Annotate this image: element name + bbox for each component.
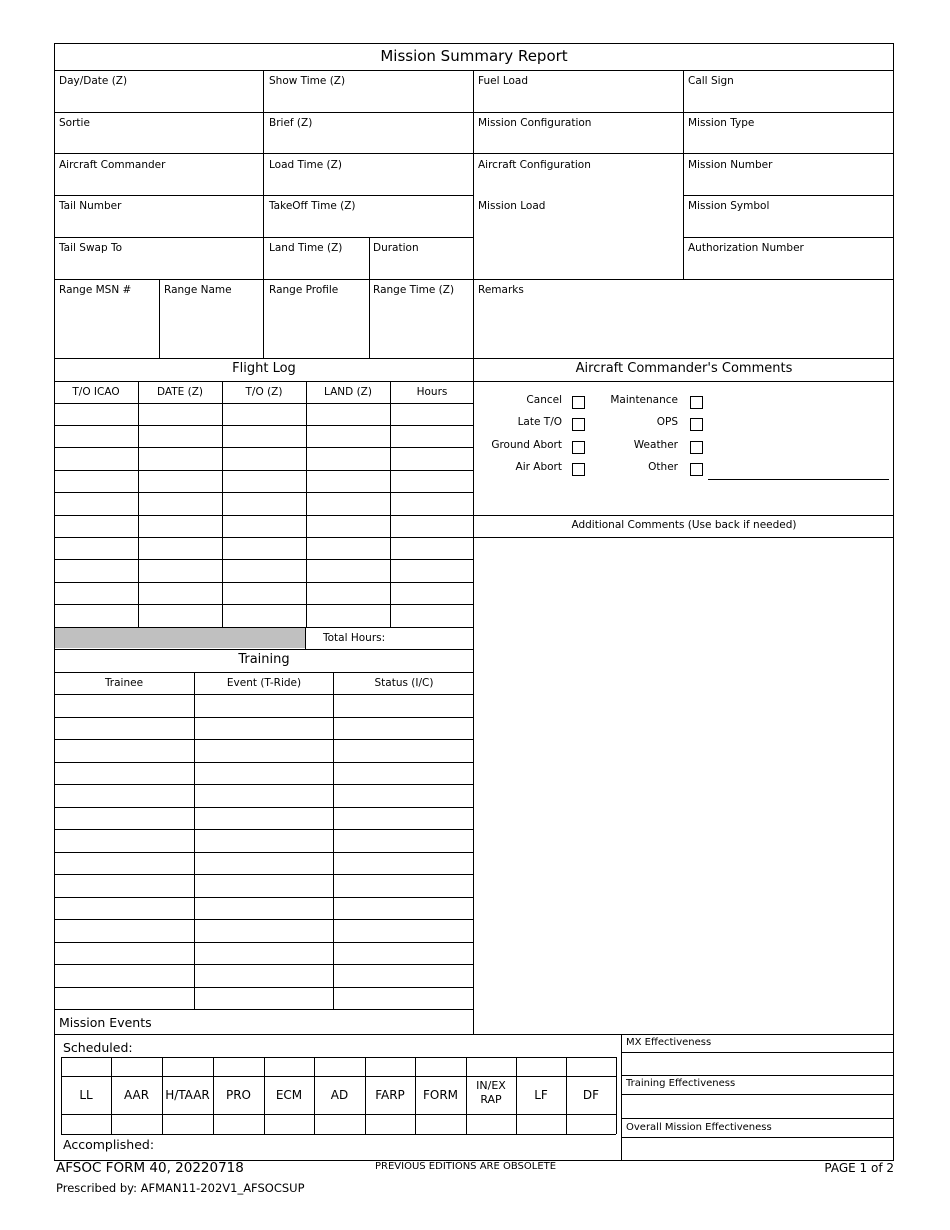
flight-log-cell-hours[interactable] [391,606,473,626]
flight-log-cell-land[interactable] [307,426,389,446]
flight-log-cell-hours[interactable] [391,583,473,603]
training-title: Training [238,652,290,667]
grid-line [61,1076,616,1077]
flight-log-cell-hours[interactable] [391,516,473,536]
weather-checkbox[interactable] [690,441,703,454]
fuel-load-field[interactable] [475,88,681,110]
flight-log-cell-to[interactable] [223,606,305,626]
flight-log-shaded-cell [55,628,305,648]
maintenance-checkbox[interactable] [690,396,703,409]
training-cell-trainee[interactable] [55,785,193,806]
flight-log-cell-to[interactable] [223,449,305,469]
grid-line [54,1009,474,1010]
range-profile-field[interactable] [266,298,368,356]
training-cell-trainee[interactable] [55,853,193,874]
tail-swap-to-label: Tail Swap To [59,242,123,254]
training-cell-trainee[interactable] [55,695,193,716]
call-sign-label: Call Sign [688,75,734,87]
flight-log-cell-to-icao[interactable] [55,404,137,424]
flight-log-cell-to-icao[interactable] [55,561,137,581]
event-scheduled-lf[interactable] [517,1058,565,1075]
grid-line [54,43,894,44]
mission-symbol-label: Mission Symbol [688,200,770,212]
flight-log-cell-date[interactable] [139,426,221,446]
grid-line [474,537,894,538]
grid-line [473,70,474,1035]
mission-load-field[interactable] [475,214,681,277]
event-scheduled-aar[interactable] [112,1058,161,1075]
brief-label: Brief (Z) [269,117,313,129]
tail-number-label: Tail Number [59,200,122,212]
page-number: PAGE 1 of 2 [824,1161,894,1175]
form-id: AFSOC FORM 40, 20220718 [56,1160,244,1176]
air-abort-label: Air Abort [515,461,562,473]
duration-label: Duration [373,242,419,254]
flight-log-cell-date[interactable] [139,494,221,514]
training-cell-event[interactable] [195,898,333,919]
obsolete-notice: PREVIOUS EDITIONS ARE OBSOLETE [375,1161,557,1172]
training-cell-status[interactable] [335,785,473,806]
total-hours-label: Total Hours: [323,632,386,644]
event-label-pro: PRO [225,1088,252,1102]
grid-line [54,112,894,113]
other-text-field[interactable] [708,462,889,480]
flight-log-cell-to-icao[interactable] [55,583,137,603]
training-cell-status[interactable] [335,920,473,941]
flight-log-cell-to-icao[interactable] [55,606,137,626]
flight-log-cell-land[interactable] [307,471,389,491]
event-accomplished-lf[interactable] [517,1115,565,1133]
flight-log-cell-land[interactable] [307,561,389,581]
training-cell-status[interactable] [335,695,473,716]
other-checkbox[interactable] [690,463,703,476]
mission-type-field[interactable] [685,130,892,152]
flight-log-cell-hours[interactable] [391,538,473,558]
tail-swap-to-field[interactable] [56,256,262,278]
flight-log-cell-to[interactable] [223,538,305,558]
flight-log-col-land: LAND (Z) [324,386,372,398]
load-time-label: Load Time (Z) [269,159,342,171]
takeoff-time-field[interactable] [266,214,472,236]
training-cell-status[interactable] [335,875,473,896]
event-scheduled-ecm[interactable] [265,1058,313,1075]
grid-line [54,672,474,673]
event-scheduled-ad[interactable] [315,1058,364,1075]
grid-line [622,1118,894,1119]
event-label-h-taar: H/TAAR [165,1088,210,1102]
remarks-label: Remarks [478,284,524,296]
flight-log-cell-to-icao[interactable] [55,471,137,491]
tail-number-field[interactable] [56,214,262,236]
grid-line [54,279,894,280]
event-label-df: DF [582,1088,600,1102]
training-cell-status[interactable] [335,830,473,851]
range-msn-label: Range MSN # [59,284,132,296]
authorization-number-field[interactable] [685,256,892,278]
ac-comments-title: Aircraft Commander's Comments [575,361,793,376]
grid-line [263,70,264,358]
training-cell-status[interactable] [335,718,473,739]
range-name-label: Range Name [164,284,232,296]
training-cell-event[interactable] [195,785,333,806]
training-cell-event[interactable] [195,695,333,716]
grid-line [61,1134,616,1135]
ground-abort-label: Ground Abort [491,439,562,451]
range-time-field[interactable] [371,298,472,356]
flight-log-cell-land[interactable] [307,583,389,603]
flight-log-cell-date[interactable] [139,471,221,491]
training-cell-trainee[interactable] [55,875,193,896]
weather-label: Weather [633,439,678,451]
day-date-label: Day/Date (Z) [59,75,128,87]
event-accomplished-form[interactable] [416,1115,465,1133]
flight-log-cell-land[interactable] [307,449,389,469]
flight-log-cell-date[interactable] [139,404,221,424]
aircraft-configuration-field[interactable] [475,172,681,194]
flight-log-cell-date[interactable] [139,561,221,581]
scheduled-label: Scheduled: [63,1040,133,1055]
training-cell-status[interactable] [335,965,473,986]
cancel-label: Cancel [526,394,562,406]
flight-log-cell-hours[interactable] [391,449,473,469]
training-col-event: Event (T-Ride) [226,677,302,689]
grid-line [684,195,894,196]
mx-effectiveness-label: MX Effectiveness [626,1037,712,1048]
flight-log-col-to-icao: T/O ICAO [72,386,120,398]
flight-log-cell-hours[interactable] [391,471,473,491]
mission-number-field[interactable] [685,172,892,194]
training-cell-event[interactable] [195,920,333,941]
call-sign-field[interactable] [685,88,892,110]
event-label-in-ex-rap: IN/EX RAP [476,1079,506,1106]
prescribed-by: Prescribed by: AFMAN11-202V1_AFSOCSUP [56,1181,305,1195]
flight-log-col-date: DATE (Z) [156,386,204,398]
flight-log-cell-to-icao[interactable] [55,449,137,469]
training-cell-event[interactable] [195,875,333,896]
land-time-label: Land Time (Z) [269,242,343,254]
range-name-field[interactable] [161,298,262,356]
grid-line [54,381,894,382]
total-hours-field[interactable] [412,629,472,648]
grid-line [622,1075,894,1076]
mission-number-label: Mission Number [688,159,773,171]
duration-field[interactable] [371,256,472,278]
flight-log-cell-to[interactable] [223,404,305,424]
event-scheduled-pro[interactable] [214,1058,263,1075]
land-time-field[interactable] [266,256,368,278]
flight-log-cell-date[interactable] [139,449,221,469]
flight-log-cell-to[interactable] [223,561,305,581]
training-cell-trainee[interactable] [55,740,193,761]
flight-log-cell-to[interactable] [223,471,305,491]
aircraft-commander-label: Aircraft Commander [59,159,166,171]
event-accomplished-df[interactable] [567,1115,615,1133]
late-to-label: Late T/O [517,416,562,428]
training-cell-event[interactable] [195,853,333,874]
aircraft-commander-field[interactable] [56,172,262,194]
grid-line [305,627,306,649]
sortie-label: Sortie [59,117,90,129]
mission-symbol-field[interactable] [685,214,892,236]
event-label-ecm: ECM [275,1088,303,1102]
event-accomplished-farp[interactable] [366,1115,414,1133]
training-cell-status[interactable] [335,740,473,761]
other-label: Other [648,461,678,473]
event-accomplished-aar[interactable] [112,1115,161,1133]
grid-line [54,195,474,196]
flight-log-cell-to-icao[interactable] [55,494,137,514]
grid-line [54,153,894,154]
training-cell-trainee[interactable] [55,920,193,941]
range-profile-label: Range Profile [269,284,339,296]
flight-log-cell-to[interactable] [223,494,305,514]
grid-line [333,672,334,1009]
mission-type-label: Mission Type [688,117,755,129]
training-cell-trainee[interactable] [55,898,193,919]
event-label-lf: LF [534,1088,548,1102]
flight-log-cell-date[interactable] [139,606,221,626]
sortie-field[interactable] [56,130,262,152]
grid-line [54,649,474,650]
brief-field[interactable] [266,130,472,152]
additional-comments-label: Additional Comments (Use back if needed) [571,519,797,531]
flight-log-cell-land[interactable] [307,516,389,536]
grid-line [159,279,160,358]
flight-log-cell-land[interactable] [307,538,389,558]
training-cell-trainee[interactable] [55,830,193,851]
flight-log-cell-to-icao[interactable] [55,516,137,536]
training-col-status: Status (I/C) [374,677,434,689]
accomplished-label: Accomplished: [63,1137,155,1152]
grid-line [684,237,894,238]
fuel-load-label: Fuel Load [478,75,529,87]
training-cell-trainee[interactable] [55,808,193,829]
training-cell-trainee[interactable] [55,718,193,739]
takeoff-time-label: TakeOff Time (Z) [269,200,356,212]
range-msn-field[interactable] [56,298,158,356]
flight-log-cell-date[interactable] [139,516,221,536]
mission-configuration-field[interactable] [475,130,681,152]
flight-log-cell-hours[interactable] [391,561,473,581]
training-effectiveness-label: Training Effectiveness [626,1078,736,1089]
flight-log-cell-hours[interactable] [391,426,473,446]
event-accomplished-ad[interactable] [315,1115,364,1133]
grid-line [474,515,894,516]
form-title: Mission Summary Report [380,47,568,65]
flight-log-cell-date[interactable] [139,583,221,603]
flight-log-col-hours: Hours [416,386,448,398]
grid-line [369,237,370,358]
grid-line [54,237,474,238]
load-time-field[interactable] [266,172,472,194]
event-scheduled-ll[interactable] [62,1058,110,1075]
remarks-field[interactable] [475,298,892,356]
training-cell-trainee[interactable] [55,988,193,1009]
grid-line [54,358,894,359]
event-label-aar: AAR [123,1088,150,1102]
training-cell-status[interactable] [335,988,473,1009]
training-cell-event[interactable] [195,830,333,851]
range-time-label: Range Time (Z) [373,284,455,296]
flight-log-cell-land[interactable] [307,404,389,424]
training-cell-event[interactable] [195,808,333,829]
training-cell-event[interactable] [195,943,333,964]
maintenance-label: Maintenance [610,394,678,406]
show-time-field[interactable] [266,88,472,110]
training-cell-event[interactable] [195,763,333,784]
mission-configuration-label: Mission Configuration [478,117,592,129]
event-label-form: FORM [422,1088,459,1102]
air-abort-checkbox[interactable] [572,463,585,476]
flight-log-cell-hours[interactable] [391,494,473,514]
flight-log-cell-date[interactable] [139,538,221,558]
ops-checkbox[interactable] [690,418,703,431]
flight-log-cell-to[interactable] [223,426,305,446]
training-effectiveness-field[interactable] [623,1095,892,1116]
flight-log-cell-to-icao[interactable] [55,426,137,446]
grid-line [54,1034,894,1035]
additional-comments-field[interactable] [475,539,892,1033]
training-cell-trainee[interactable] [55,763,193,784]
event-label-farp: FARP [375,1088,405,1102]
cancel-checkbox[interactable] [572,396,585,409]
event-accomplished-in-ex-rap[interactable] [467,1115,515,1133]
ops-label: OPS [656,416,678,428]
overall-effectiveness-label: Overall Mission Effectiveness [626,1122,772,1133]
training-col-trainee: Trainee [104,677,144,689]
flight-log-col-to: T/O (Z) [245,386,283,398]
event-scheduled-h-taar[interactable] [163,1058,212,1075]
training-cell-status[interactable] [335,943,473,964]
flight-log-cell-to[interactable] [223,583,305,603]
event-scheduled-in-ex-rap[interactable] [467,1058,515,1075]
authorization-number-label: Authorization Number [688,242,804,254]
training-cell-status[interactable] [335,763,473,784]
flight-log-cell-hours[interactable] [391,404,473,424]
training-cell-status[interactable] [335,808,473,829]
mx-effectiveness-field[interactable] [623,1053,892,1074]
training-cell-trainee[interactable] [55,943,193,964]
late-to-checkbox[interactable] [572,418,585,431]
flight-log-cell-to-icao[interactable] [55,538,137,558]
training-cell-status[interactable] [335,898,473,919]
event-scheduled-form[interactable] [416,1058,465,1075]
training-cell-event[interactable] [195,988,333,1009]
flight-log-cell-to[interactable] [223,516,305,536]
training-cell-event[interactable] [195,718,333,739]
grid-line [54,70,894,71]
ground-abort-checkbox[interactable] [572,441,585,454]
training-cell-event[interactable] [195,740,333,761]
training-cell-trainee[interactable] [55,965,193,986]
aircraft-configuration-label: Aircraft Configuration [478,159,591,171]
training-cell-event[interactable] [195,965,333,986]
grid-line [893,43,894,1161]
event-scheduled-farp[interactable] [366,1058,414,1075]
grid-line [683,70,684,279]
event-accomplished-ll[interactable] [62,1115,110,1133]
event-accomplished-h-taar[interactable] [163,1115,212,1133]
training-cell-status[interactable] [335,853,473,874]
mission-events-title: Mission Events [59,1015,152,1030]
grid-line [616,1057,617,1134]
mission-load-label: Mission Load [478,200,546,212]
flight-log-cell-land[interactable] [307,494,389,514]
event-accomplished-ecm[interactable] [265,1115,313,1133]
day-date-field[interactable] [56,88,262,110]
overall-effectiveness-field[interactable] [623,1138,892,1159]
show-time-label: Show Time (Z) [269,75,346,87]
flight-log-cell-land[interactable] [307,606,389,626]
event-accomplished-pro[interactable] [214,1115,263,1133]
event-label-ll: LL [79,1088,93,1102]
event-label-ad: AD [330,1088,349,1102]
flight-log-title: Flight Log [232,361,296,376]
event-scheduled-df[interactable] [567,1058,615,1075]
